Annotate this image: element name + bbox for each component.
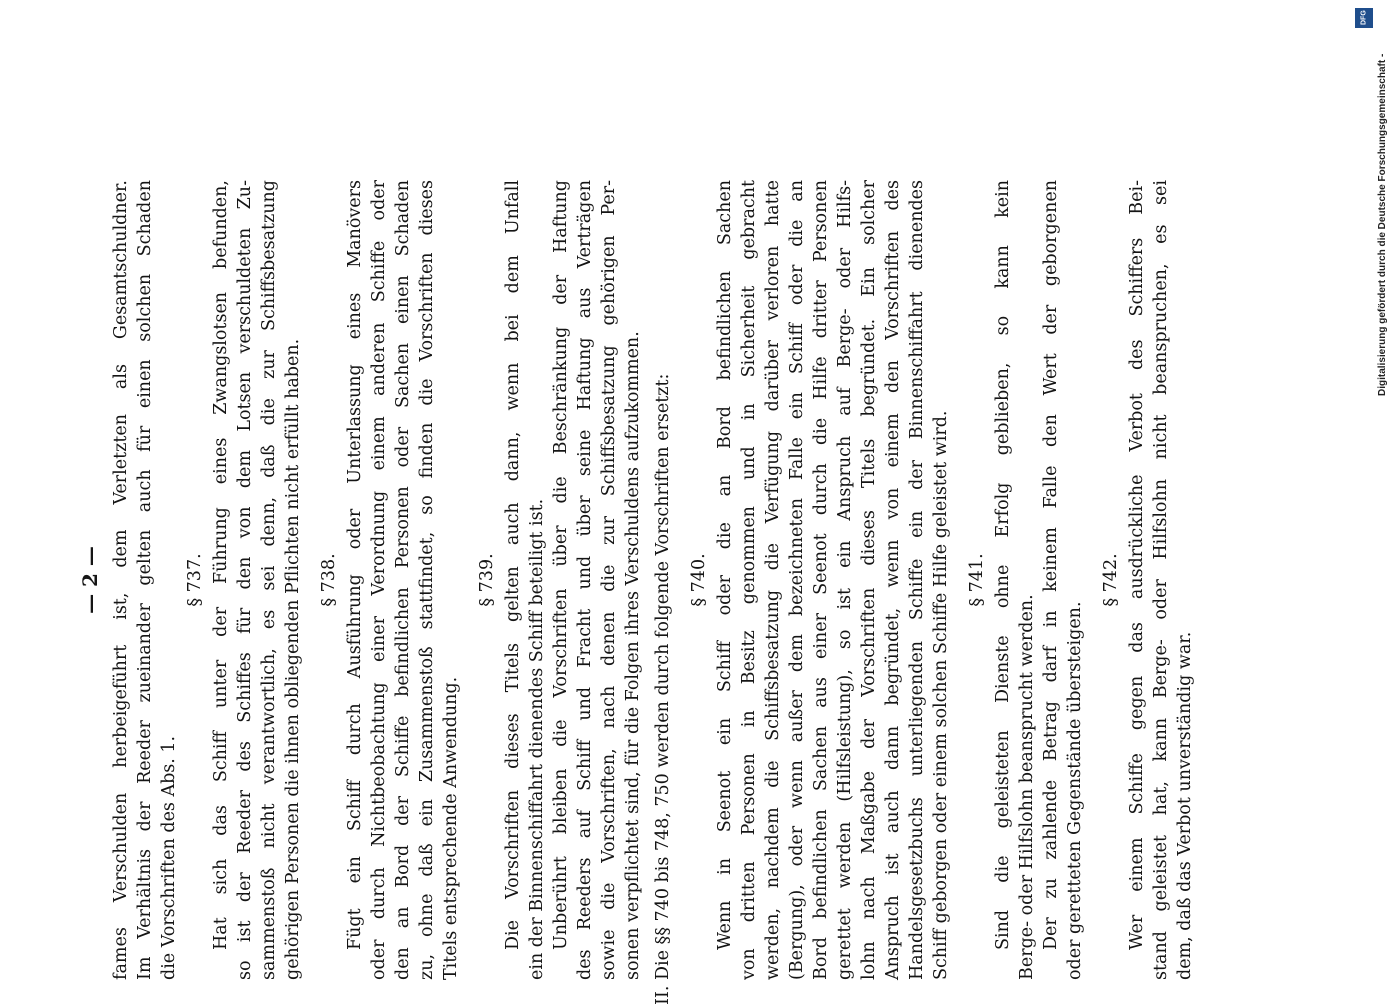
text-line: sonen verpflichtet sind, für die Folgen ihres Verschuldens aufzukommen. — [623, 331, 643, 980]
text-line: so ist der Reeder des Schiffes für den von dem Lotsen verschuldeten Zu- — [235, 180, 255, 980]
text-line: gehörigen Personen die ihnen obliegenden Pflichten nicht erfüllt haben. — [283, 338, 303, 980]
text-line: Berge- oder Hilfslohn beansprucht werden. — [1017, 594, 1037, 980]
text-line: sowie die Vorschriften, nach denen die zur Schiffsbesatzung gehörigen Per- — [599, 180, 619, 980]
text-line: Im Verhältnis der Reeder zueinander gelten auch für einen solchen Schaden — [135, 180, 155, 980]
stamp-text: Digitalisierung gefördert durch die Deutsche Forschungsgemeinschaft - — [1377, 53, 1388, 396]
text-line: ein der Binnenschiffahrt dienendes Schiff beteiligt ist. — [527, 498, 547, 980]
text-line: lohn nach Maßgabe der Vorschriften dieses Titels begründet. Ein solcher — [859, 180, 879, 980]
text-line: des Reeders auf Schiff und Fracht und über seine Haftung aus Verträgen — [575, 180, 595, 980]
text-line: oder geretteten Gegenstände übersteigen. — [1065, 601, 1085, 980]
text-line: den an Bord der Schiffe befindlichen Personen oder Sachen einen Schaden — [393, 180, 413, 980]
text-line: Handelsgesetzbuchs unterliegenden Schiffe ein der Binnenschiffahrt dienendes — [907, 180, 927, 980]
text-line: von dritten Personen in Besitz genommen und in Sicherheit gebracht — [739, 180, 759, 980]
digitization-stamp — [1353, 8, 1388, 396]
text-line: zu, ohne daß ein Zusammenstoß stattfindet, so finden die Vorschriften dieses — [417, 180, 437, 980]
text-line: II. Die §§ 740 bis 748, 750 werden durch folgende Vorschriften ersetzt: — [653, 373, 673, 1005]
section-heading: § 741. — [967, 553, 987, 607]
text-line: Anspruch ist auch dann begründet, wenn von einem den Vorschriften des — [883, 180, 903, 980]
text-line: Schiff geborgen oder einem solchen Schiffe Hilfe geleistet wird. — [931, 410, 951, 980]
text-line: stand geleistet hat, kann Berge- oder Hilfslohn nicht beanspruchen, es sei — [1151, 180, 1171, 980]
text-line: dem, daß das Verbot unverständig war. — [1175, 631, 1195, 980]
rotated-page — [78, 180, 1210, 1005]
text-line: (Bergung), oder wenn außer dem bezeichneten Falle ein Schiff oder die an — [787, 180, 807, 980]
text-line: Wenn in Seenot ein Schiff oder die an Bord befindlichen Sachen — [715, 180, 735, 950]
section-heading: § 740. — [689, 553, 709, 607]
section-heading: § 742. — [1101, 553, 1121, 607]
page-number: — 2 — — [78, 546, 102, 614]
section-heading: § 739. — [477, 553, 497, 607]
text-line: gerettet werden (Hilfsleistung), so ist ein Anspruch auf Berge- oder Hilfs- — [835, 180, 855, 980]
text-line: Hat sich das Schiff unter der Führung eines Zwangslotsen befunden, — [211, 180, 231, 950]
text-line: Unberührt bleiben die Vorschriften über die Beschränkung der Haftung — [551, 180, 571, 950]
text-line: fames Verschulden herbeigeführt ist, dem Verletzten als Gesamtschuldner. — [111, 180, 131, 980]
text-line: Sind die geleisteten Dienste ohne Erfolg geblieben, so kann kein — [993, 180, 1013, 950]
section-heading: § 737. — [185, 553, 205, 607]
text-line: Bord befindlichen Sachen aus einer Seenot durch die Hilfe dritter Personen — [811, 180, 831, 980]
text-line: Fügt ein Schiff durch Ausführung oder Unterlassung eines Manövers — [345, 180, 365, 950]
dfg-logo: DFG — [1355, 8, 1373, 28]
text-line: Die Vorschriften dieses Titels gelten auch dann, wenn bei dem Unfall — [503, 180, 523, 950]
text-line: die Vorschriften des Abs. 1. — [159, 735, 179, 980]
text-line: Der zu zahlende Betrag darf in keinem Falle den Wert der geborgenen — [1041, 180, 1061, 950]
text-line: Wer einem Schiffe gegen das ausdrückliche Verbot des Schiffers Bei- — [1127, 180, 1147, 950]
text-line: sammenstoß nicht verantwortlich, es sei denn, daß die zur Schiffsbesatzung — [259, 180, 279, 980]
section-heading: § 738. — [319, 553, 339, 607]
text-line: oder durch Nichtbeobachtung einer Verordnung einem anderen Schiffe oder — [369, 180, 389, 980]
text-line: Titels entsprechende Anwendung. — [441, 676, 461, 980]
text-line: werden, nachdem die Schiffsbesatzung die Verfügung darüber verloren hatte — [763, 180, 783, 980]
